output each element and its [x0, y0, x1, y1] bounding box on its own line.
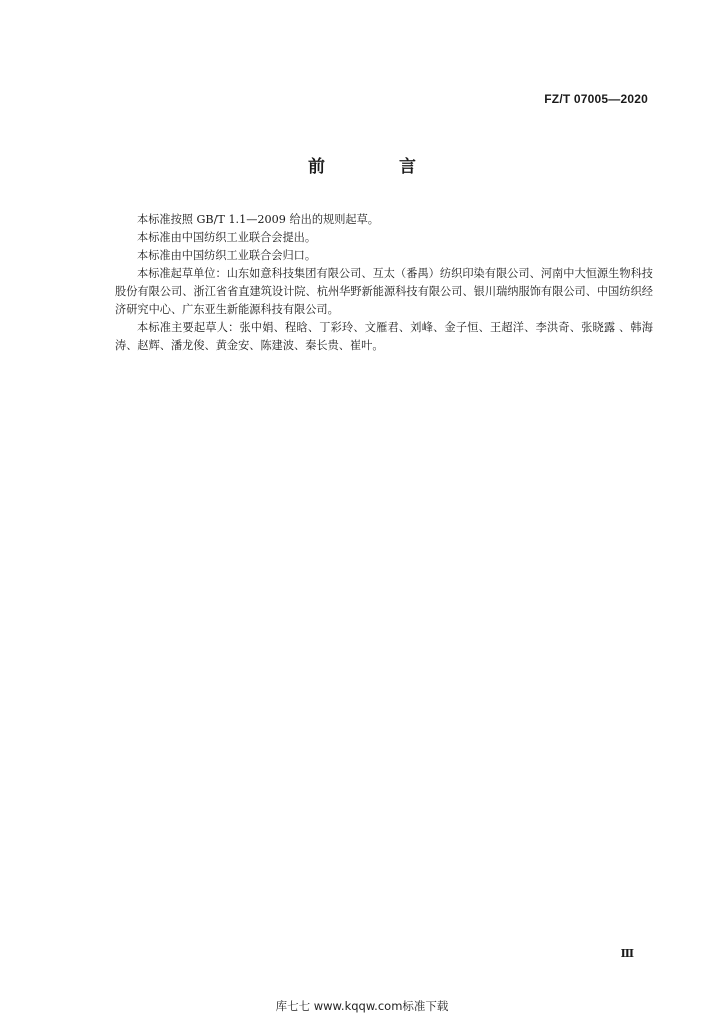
- paragraph-drafting-units: 本标准起草单位：山东如意科技集团有限公司、互太（番禺）纺织印染有限公司、河南中大恒源生物科技股份有限公司、浙江省省直建筑设计院、杭州华野新能源科技有限公司、银川瑞纳服饰有限公司、中国纺织经济研究中心、广东亚生新能源科技有限公司。: [115, 267, 653, 316]
- paragraph-main-drafters: 本标准主要起草人：张中娟、程晗、丁彩玲、文雁君、刘峰、金子恒、王超洋、李洪奇、张晓露 、韩海涛、赵辉、潘龙俊、黄金安、陈建波、秦长贵、崔叶。: [115, 321, 653, 352]
- paragraph-centralized-by: 本标准由中国纺织工业联合会归口。: [137, 249, 317, 262]
- standard-code: FZ/T 07005—2020: [544, 92, 648, 106]
- page-title: 前 言: [308, 157, 450, 177]
- page-number: Ⅲ: [620, 947, 634, 960]
- foreword-body: [115, 211, 653, 355]
- download-watermark: 库七七 www.kqqw.com标准下载: [275, 999, 449, 1013]
- paragraph-drafting-rules: 本标准按照 GB/T 1.1—2009 给出的规则起草。: [137, 213, 379, 226]
- paragraph-proposed-by: 本标准由中国纺织工业联合会提出。: [137, 231, 317, 244]
